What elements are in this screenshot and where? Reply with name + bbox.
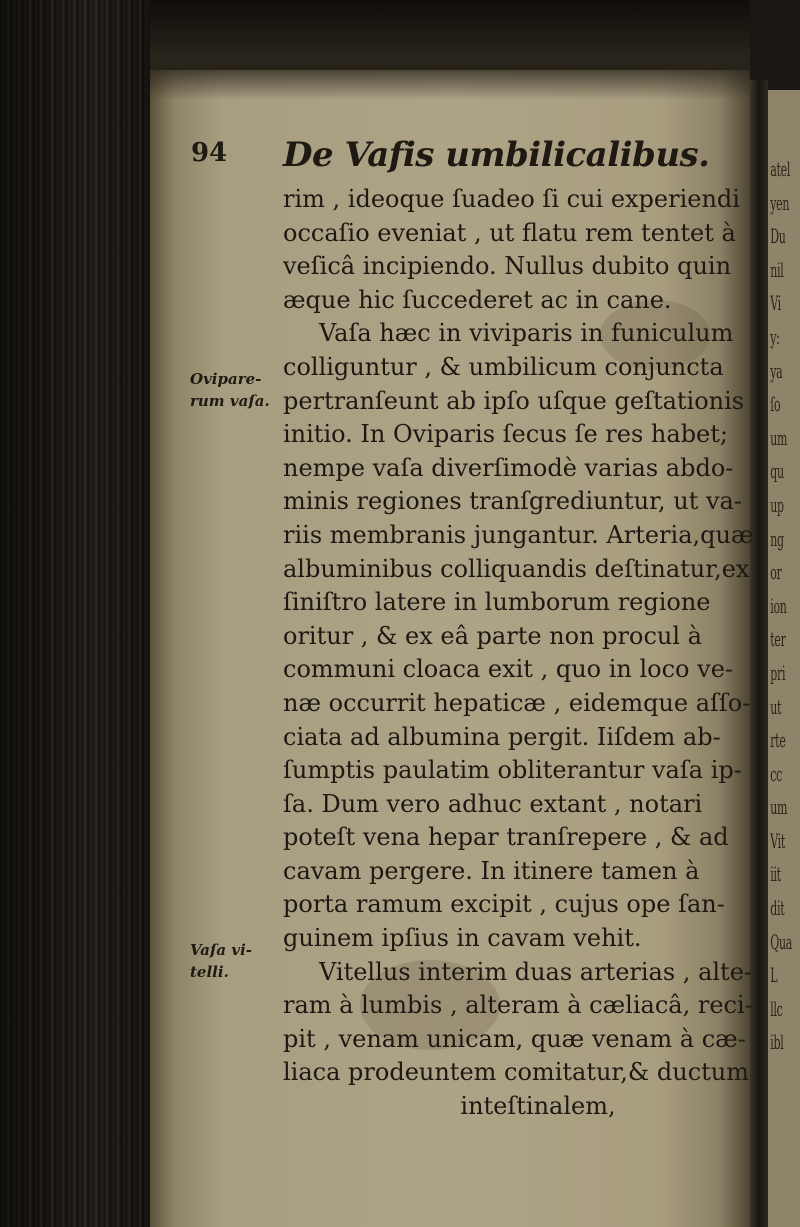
next-page-fragment: qu	[770, 459, 784, 484]
text-line: pit , venam unicam, quæ venam à cæ-	[283, 1024, 746, 1053]
text-line: initio. In Oviparis ſecus ſe res habet;	[283, 420, 728, 449]
next-page-fragment: rte	[770, 728, 786, 753]
text-line: næ occurrit hepaticæ , eidemque aſſo-	[283, 688, 751, 717]
text-line: minis regiones tranſgrediuntur, ut va-	[283, 487, 742, 516]
marginal-note-line: Vaſa vi-	[190, 941, 253, 959]
marginal-note-vitelli	[190, 939, 270, 983]
body-text	[283, 183, 753, 1124]
text-line: ram à lumbis , alteram à cæliacâ, reci-	[283, 991, 753, 1020]
next-page-fragment: Vi	[770, 291, 781, 316]
text-line: veſicâ incipiendo. Nullus dubito quin	[283, 252, 732, 281]
text-line: pertranſeunt ab ipſo uſque geſtationis	[283, 386, 745, 415]
text-line: inteſtinalem,	[460, 1092, 616, 1121]
page-number: 94	[191, 138, 228, 168]
next-page-fragment: um	[770, 795, 788, 820]
next-page-edge	[768, 90, 800, 1227]
next-page-fragments	[768, 90, 793, 1061]
next-page-fragment: L	[770, 963, 778, 988]
text-line: oritur , & ex eâ parte non procul à	[283, 621, 702, 650]
text-line: cavam pergere. In itinere tamen à	[283, 856, 700, 885]
next-page-fragment: Qua	[770, 929, 793, 954]
next-page-fragment: um	[770, 425, 788, 450]
text-line: communi cloaca exit , quo in loco ve-	[283, 655, 733, 684]
next-page-fragment: atel	[770, 157, 791, 181]
next-page-fragment: ter	[770, 627, 786, 652]
next-page-fragment: cc	[770, 761, 782, 786]
text-line: poteſt vena hepar tranſrepere , & ad	[283, 823, 729, 852]
next-page-fragment: ut	[770, 694, 782, 719]
page-top-shadow	[150, 0, 750, 100]
marginal-note-line: telli.	[190, 963, 229, 981]
next-page-fragment: pri	[770, 660, 786, 685]
next-page-fragment: up	[770, 492, 784, 517]
text-line: albuminibus colliquandis deſtinatur,ex	[283, 554, 750, 583]
text-line: ciata ad albumina pergit. Iiſdem ab-	[283, 722, 721, 751]
text-line: Vitellus interim duas arterias , alte-	[319, 957, 753, 986]
text-line: Vaſa hæc in viviparis in funiculum	[319, 319, 734, 348]
next-page-fragment: or	[770, 560, 782, 585]
next-page-fragment: ng	[770, 526, 784, 551]
text-line: riis membranis jungantur. Arteria,quæ	[283, 520, 754, 549]
next-page-fragment: yen	[770, 190, 790, 215]
next-page-fragment: y:	[770, 324, 780, 349]
next-page-fragment: iit	[770, 862, 781, 887]
text-line: colliguntur , & umbilicum conjuncta	[283, 352, 724, 381]
text-line: æque hic ſuccederet ac in cane.	[283, 285, 672, 314]
text-line: ſumptis paulatim obliterantur vaſa ip-	[283, 756, 742, 785]
next-page-fragment: Vit	[770, 828, 786, 853]
next-page-fragment: nil	[770, 257, 784, 282]
next-page-fragment: llc	[770, 996, 783, 1021]
text-line: porta ramum excipit , cujus ope ſan-	[283, 890, 725, 919]
running-title: De Vafis umbilicalibus.	[283, 135, 710, 175]
next-page-fragment: dit	[770, 896, 785, 921]
text-line: liaca prodeuntem comitatur,& ductum	[283, 1058, 749, 1087]
next-page-fragment: ſo	[770, 392, 781, 417]
text-line: rim , ideoque ſuadeo ſi cui experiendi	[283, 185, 740, 213]
marginal-note-line: Ovipare-	[190, 370, 262, 388]
text-line: ſa. Dum vero adhuc extant , notari	[283, 789, 703, 818]
next-page-fragment: ion	[770, 593, 787, 618]
text-line: ſiniſtro latere in lumborum regione	[283, 588, 711, 617]
text-line: nempe vaſa diverſimodè varias abdo-	[283, 453, 734, 482]
marginal-note-oviparorum	[190, 368, 270, 412]
next-page-fragment: ibl	[770, 1030, 784, 1055]
next-page-fragment: ya	[770, 358, 783, 383]
marginal-note-line: rum vaſa.	[190, 392, 270, 410]
text-line: guinem ipſius in cavam vehit.	[283, 924, 642, 953]
next-page-fragment: Du	[770, 224, 786, 249]
text-line: occaſio eveniat , ut flatu rem tentet à	[283, 218, 736, 247]
book-binding	[0, 0, 150, 1227]
